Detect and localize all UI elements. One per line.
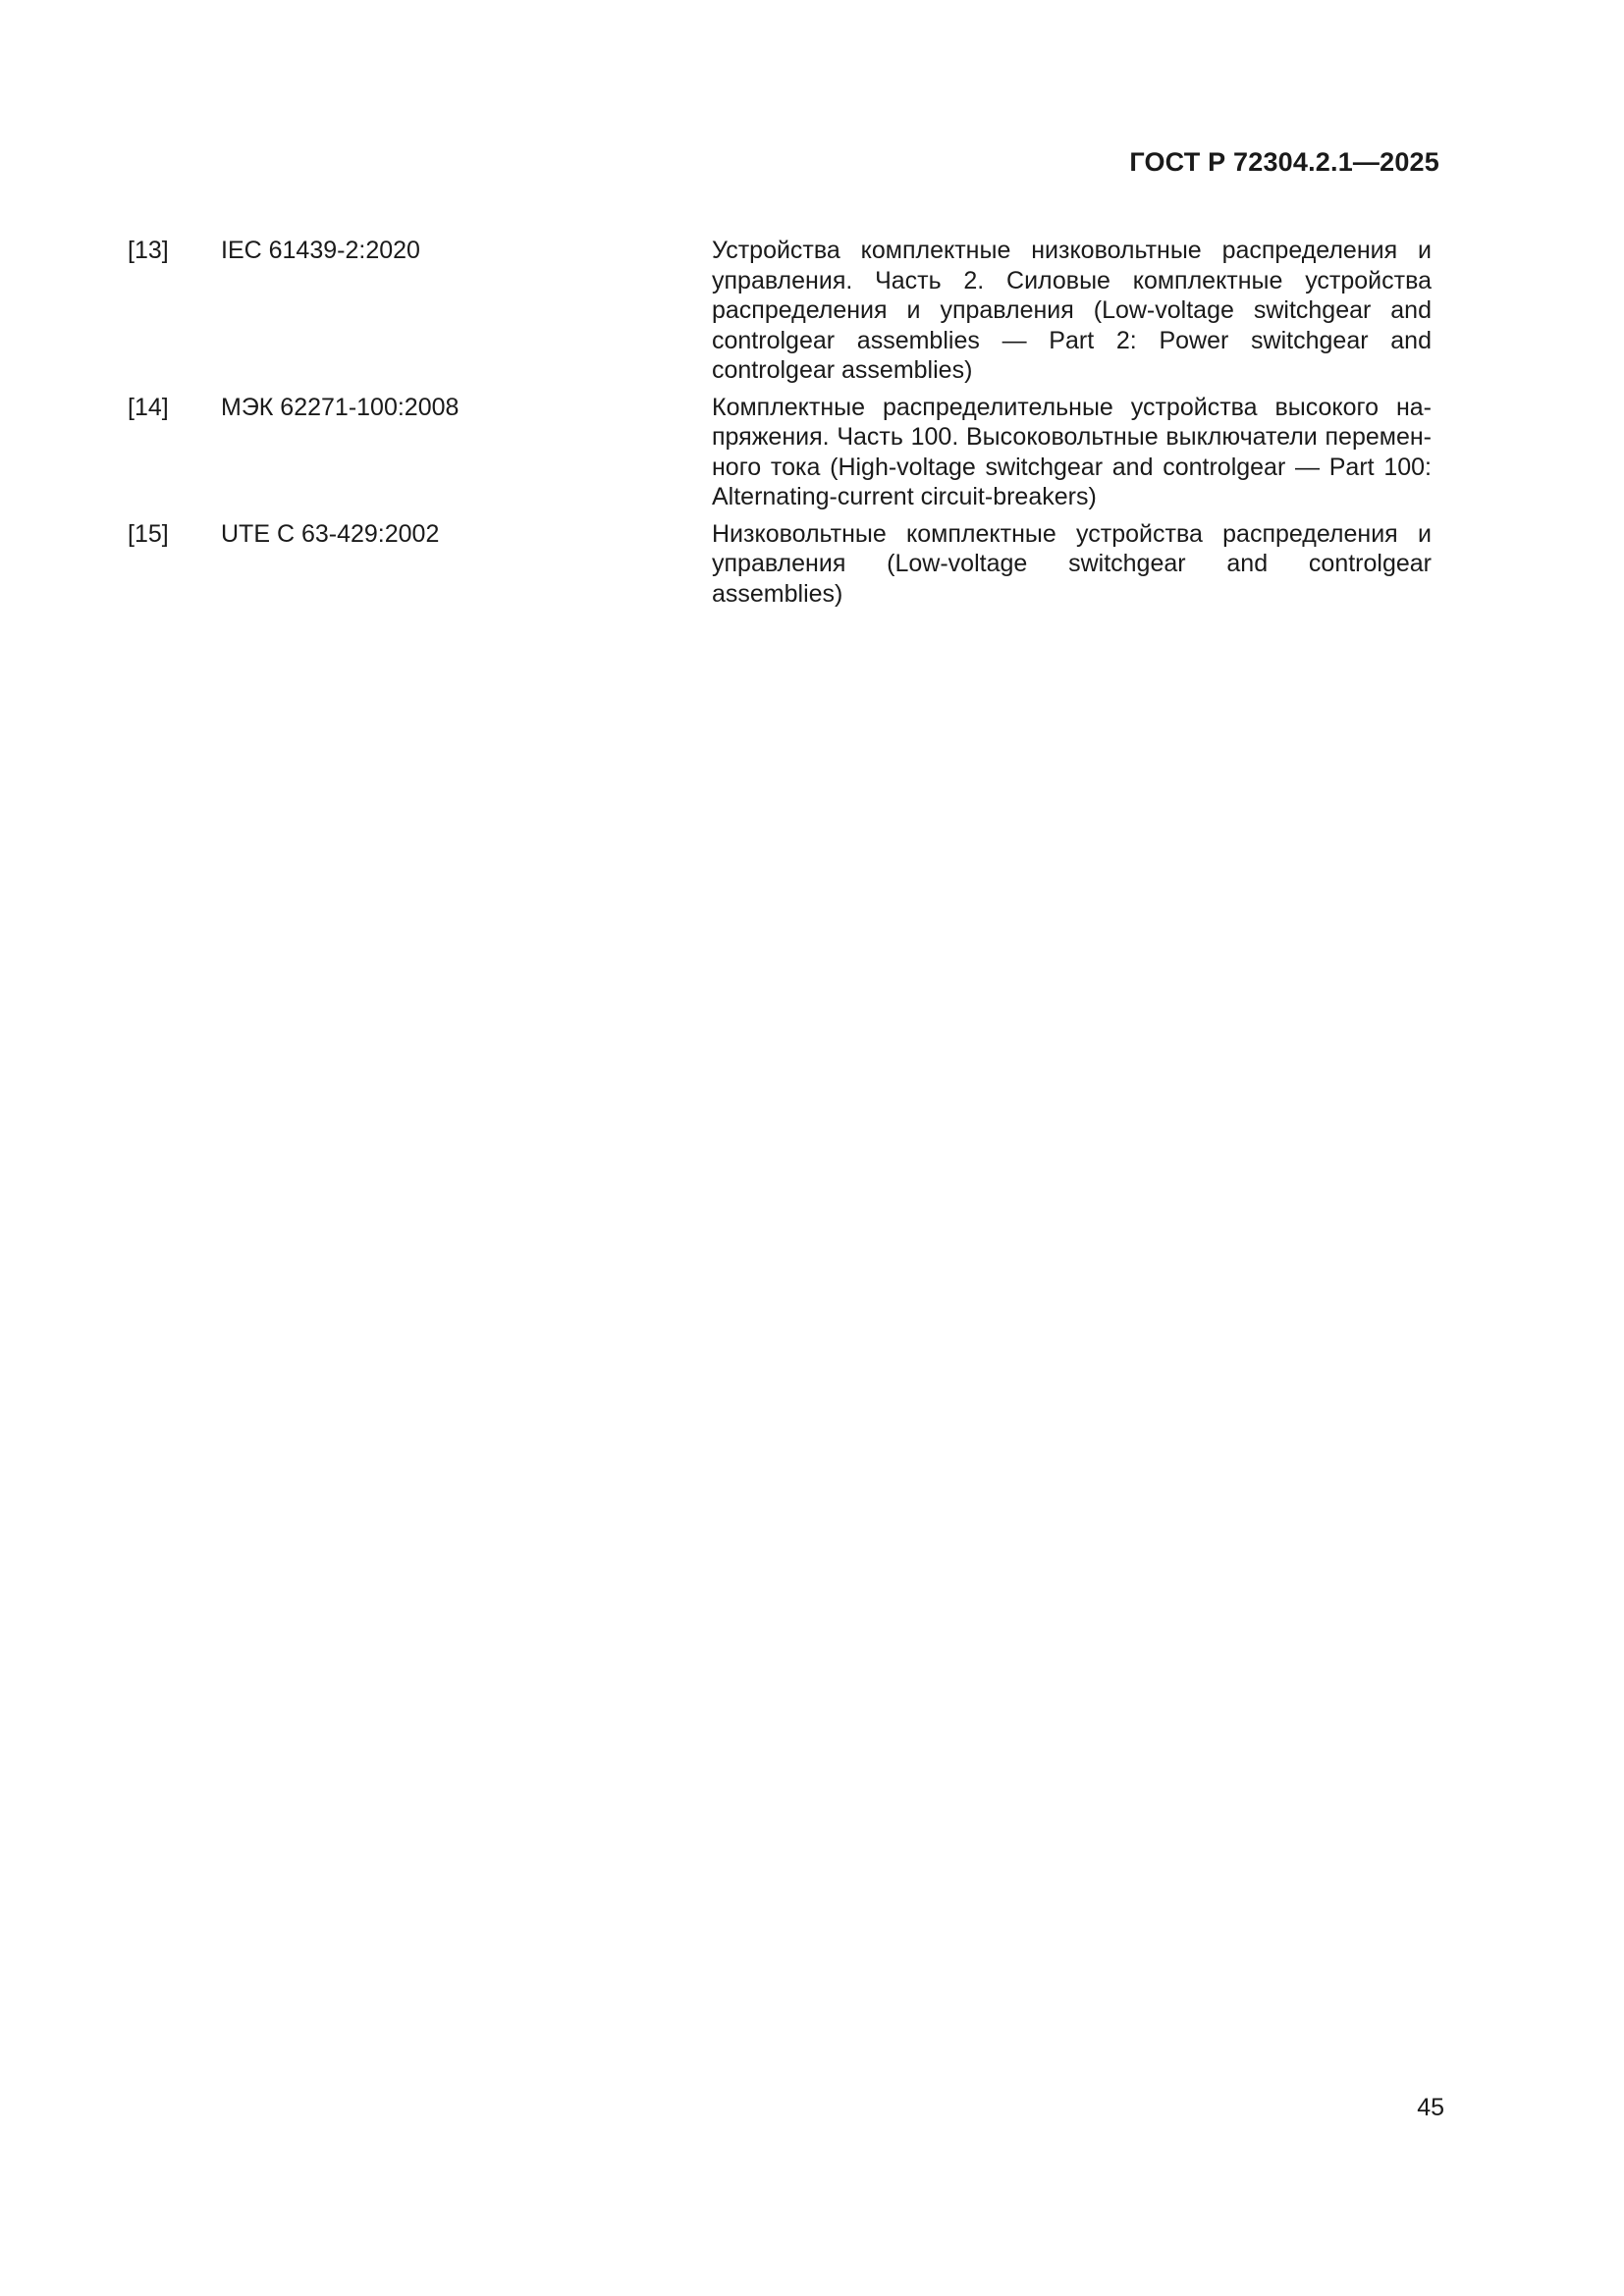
entry-title: Низковольтные комплектные устройства распределения и управления (Low-voltage switchgear and controlgear assemblies): [712, 519, 1432, 608]
entry-standard-code: UTE C 63-429:2002: [221, 519, 440, 548]
bibliography-entry: [128, 236, 1432, 386]
bibliography-list: [128, 236, 1432, 615]
entry-number: [15]: [128, 519, 169, 548]
entry-title: Комплектные распределительные устройства высокого напряжения. Часть 100. Высоковольтные выключатели переменного тока (High-voltage switchgear and controlgear — Part 100: Alternating-current circuit-breakers): [712, 393, 1432, 510]
entry-number: [13]: [128, 237, 169, 264]
page-number: 45: [1417, 2094, 1444, 2121]
document-header: ГОСТ Р 72304.2.1—2025: [1129, 147, 1439, 177]
entry-standard-code: IEC 61439-2:2020: [221, 237, 420, 264]
entry-standard-code: МЭК 62271-100:2008: [221, 393, 460, 421]
entry-title: Устройства комплектные низковольтные распределения и управления. Часть 2. Силовые комплектные устройства распределения и управления (Low-voltage switchgear and controlgear assemblies — Part 2: Power switchgear and controlgear assemblies): [712, 237, 1432, 384]
bibliography-entry: [128, 519, 1432, 610]
entry-number: [14]: [128, 393, 169, 421]
bibliography-entry: [128, 393, 1432, 512]
